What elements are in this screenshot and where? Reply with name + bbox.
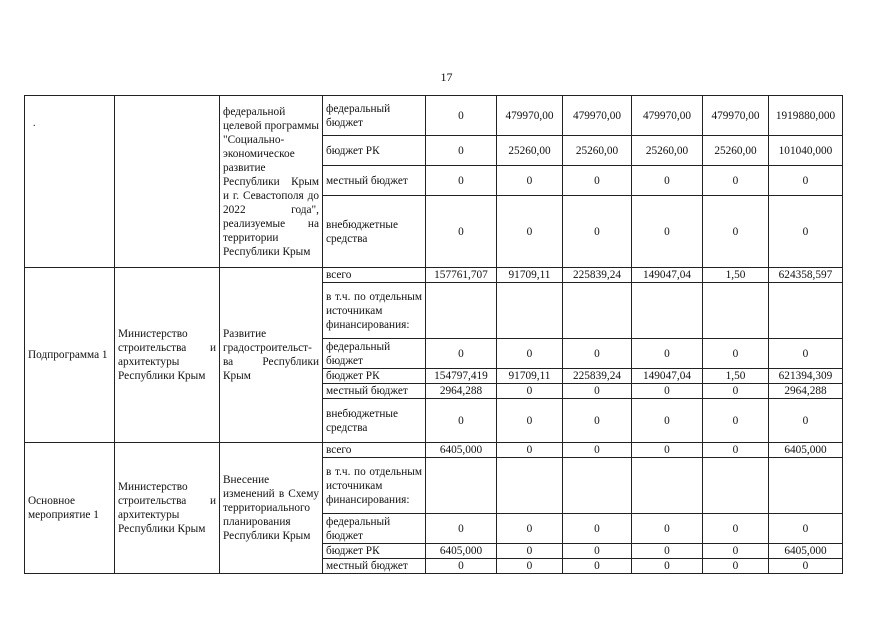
value-cell: 91709,11 — [497, 369, 563, 384]
value-cell: 1919880,000 — [769, 96, 843, 136]
value-cell: 0 — [497, 544, 563, 559]
value-cell — [632, 458, 703, 514]
value-cell: 0 — [632, 443, 703, 458]
value-cell: 157761,707 — [426, 268, 497, 283]
value-cell — [497, 458, 563, 514]
value-cell — [632, 283, 703, 339]
value-cell: 624358,597 — [769, 268, 843, 283]
subprogram-executor: Министерство строительства и архитектуры Республики Крым — [115, 268, 220, 443]
top-description: федеральной целевой программы "Социально-экономическое развитие Республики Крым и г. Севастополя до 2022 года", реализуемые на территории Республики Крым — [220, 96, 323, 268]
value-cell: 0 — [563, 544, 632, 559]
top-name-cell — [25, 96, 115, 268]
value-cell: 0 — [563, 514, 632, 544]
value-cell — [703, 458, 769, 514]
value-cell: 154797,419 — [426, 369, 497, 384]
value-cell: 0 — [426, 559, 497, 574]
value-cell: 6405,000 — [769, 544, 843, 559]
source-label: всего — [323, 268, 426, 283]
value-cell: 149047,04 — [632, 369, 703, 384]
value-cell: 0 — [632, 399, 703, 443]
value-cell: 0 — [632, 514, 703, 544]
source-label: внебюджетные средства — [323, 399, 426, 443]
source-label: федеральный бюджет — [323, 514, 426, 544]
value-cell — [426, 458, 497, 514]
top-executor-cell — [115, 96, 220, 268]
value-cell: 479970,00 — [632, 96, 703, 136]
source-label: федеральный бюджет — [323, 339, 426, 369]
value-cell: 0 — [426, 166, 497, 196]
value-cell: 0 — [769, 514, 843, 544]
source-label: всего — [323, 443, 426, 458]
stray-mark: . — [33, 118, 36, 129]
value-cell: 1,50 — [703, 369, 769, 384]
value-cell: 0 — [769, 559, 843, 574]
source-label: местный бюджет — [323, 166, 426, 196]
activity-executor: Министерство строительства и архитектуры Республики Крым — [115, 443, 220, 574]
value-cell: 0 — [769, 399, 843, 443]
value-cell: 149047,04 — [632, 268, 703, 283]
value-cell: 25260,00 — [497, 136, 563, 166]
budget-table — [24, 95, 843, 574]
value-cell: 6405,000 — [426, 443, 497, 458]
value-cell: 0 — [497, 196, 563, 268]
value-cell: 0 — [703, 559, 769, 574]
source-label: бюджет РК — [323, 369, 426, 384]
source-label: местный бюджет — [323, 559, 426, 574]
value-cell: 225839,24 — [563, 369, 632, 384]
value-cell: 0 — [632, 196, 703, 268]
value-cell: 6405,000 — [426, 544, 497, 559]
value-cell: 0 — [632, 339, 703, 369]
activity-description: Внесение изменений в Схему территориального планирования Республики Крым — [220, 443, 323, 574]
subprogram-name: Подпрограмма 1 — [25, 268, 115, 443]
source-label: внебюджетные средства — [323, 196, 426, 268]
value-cell — [497, 283, 563, 339]
value-cell: 0 — [769, 166, 843, 196]
value-cell: 0 — [563, 166, 632, 196]
value-cell: 0 — [703, 514, 769, 544]
value-cell: 0 — [703, 399, 769, 443]
value-cell: 0 — [426, 514, 497, 544]
value-cell: 621394,309 — [769, 369, 843, 384]
value-cell: 25260,00 — [703, 136, 769, 166]
value-cell: 2964,288 — [426, 384, 497, 399]
value-cell: 0 — [497, 339, 563, 369]
source-label: местный бюджет — [323, 384, 426, 399]
value-cell: 0 — [563, 559, 632, 574]
source-label: федеральный бюджет — [323, 96, 426, 136]
value-cell: 0 — [497, 559, 563, 574]
value-cell: 25260,00 — [632, 136, 703, 166]
value-cell: 0 — [563, 384, 632, 399]
value-cell: 0 — [497, 399, 563, 443]
value-cell — [769, 283, 843, 339]
value-cell: 0 — [703, 166, 769, 196]
value-cell: 0 — [426, 339, 497, 369]
value-cell: 0 — [703, 384, 769, 399]
value-cell: 0 — [769, 339, 843, 369]
value-cell: 0 — [703, 196, 769, 268]
source-label: бюджет РК — [323, 544, 426, 559]
value-cell: 0 — [563, 339, 632, 369]
value-cell: 0 — [563, 196, 632, 268]
value-cell: 0 — [703, 544, 769, 559]
value-cell: 25260,00 — [563, 136, 632, 166]
value-cell: 225839,24 — [563, 268, 632, 283]
value-cell — [426, 283, 497, 339]
value-cell: 0 — [632, 544, 703, 559]
value-cell: 0 — [497, 443, 563, 458]
value-cell — [769, 458, 843, 514]
value-cell: 479970,00 — [497, 96, 563, 136]
value-cell: 0 — [632, 559, 703, 574]
value-cell — [563, 283, 632, 339]
value-cell: 0 — [426, 96, 497, 136]
value-cell: 0 — [497, 384, 563, 399]
activity-name: Основное мероприятие 1 — [25, 443, 115, 574]
value-cell: 101040,000 — [769, 136, 843, 166]
value-cell: 0 — [426, 136, 497, 166]
value-cell: 0 — [703, 339, 769, 369]
value-cell — [563, 458, 632, 514]
source-label: в т.ч. по отдельным источникам финансирования: — [323, 458, 426, 514]
value-cell: 0 — [497, 514, 563, 544]
value-cell: 91709,11 — [497, 268, 563, 283]
value-cell: 0 — [563, 399, 632, 443]
value-cell: 0 — [426, 399, 497, 443]
value-cell: 479970,00 — [563, 96, 632, 136]
value-cell: 0 — [497, 166, 563, 196]
value-cell: 0 — [563, 443, 632, 458]
value-cell: 0 — [632, 384, 703, 399]
value-cell: 0 — [769, 196, 843, 268]
value-cell: 0 — [632, 166, 703, 196]
source-label: бюджет РК — [323, 136, 426, 166]
source-label: в т.ч. по отдельным источникам финансирования: — [323, 283, 426, 339]
value-cell: 0 — [426, 196, 497, 268]
page-number: 17 — [440, 70, 453, 84]
value-cell: 6405,000 — [769, 443, 843, 458]
value-cell: 2964,288 — [769, 384, 843, 399]
value-cell: 0 — [703, 443, 769, 458]
value-cell: 1,50 — [703, 268, 769, 283]
value-cell — [703, 283, 769, 339]
subprogram-description: Развитие градостроительст-ва Республики Крым — [220, 268, 323, 443]
value-cell: 479970,00 — [703, 96, 769, 136]
